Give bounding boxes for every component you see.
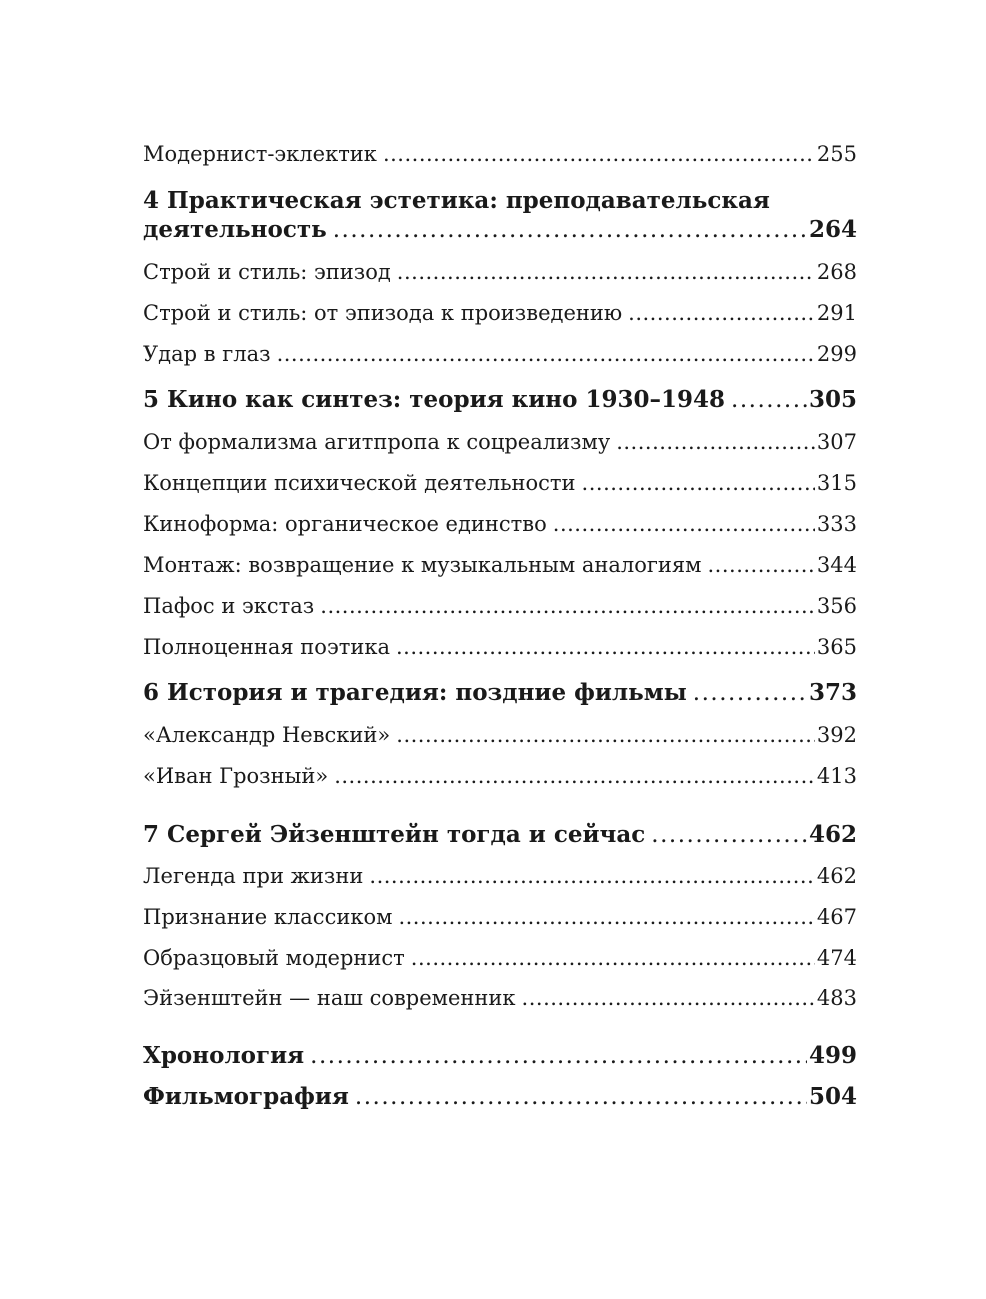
toc-leader-dots <box>411 946 815 970</box>
toc-entry-title: Полноценная поэтика <box>143 635 390 659</box>
toc-page-number: 315 <box>816 471 857 495</box>
toc-entry-structure-style-work <box>143 301 857 325</box>
toc-page-number: 333 <box>816 512 857 536</box>
toc-chronology <box>143 1043 857 1069</box>
toc-chapter-title: Фильмография <box>143 1083 349 1110</box>
toc-page-number: 373 <box>808 679 857 706</box>
toc-page-number: 504 <box>808 1083 857 1110</box>
toc-entry-pathos-ecstasy <box>143 594 857 618</box>
toc-leader-dots <box>277 342 815 366</box>
toc-entry-title: Образцовый модернист <box>143 946 405 970</box>
toc-chapter-6 <box>143 680 857 706</box>
toc-chapter-5 <box>143 387 857 413</box>
toc-leader-dots <box>396 635 815 659</box>
toc-entry-our-contemporary <box>143 986 857 1010</box>
toc-leader-dots <box>369 864 815 888</box>
toc-page-number: 291 <box>816 301 857 325</box>
toc-entry-full-poetics <box>143 635 857 659</box>
toc-chapter-4 <box>143 217 857 243</box>
toc-page-number: 467 <box>816 905 857 929</box>
toc-page-number: 474 <box>816 946 857 970</box>
toc-leader-dots <box>708 553 815 577</box>
toc-page-number: 483 <box>816 986 857 1010</box>
toc-entry-formalism-socrealism <box>143 430 857 454</box>
toc-page-number: 299 <box>816 342 857 366</box>
toc-filmography <box>143 1084 857 1110</box>
toc-leader-dots <box>731 387 807 413</box>
toc-chapter-title: 5 Кино как синтез: теория кино 1930–1948 <box>143 386 726 413</box>
toc-leader-dots <box>693 680 807 706</box>
toc-entry-title: Строй и стиль: эпизод <box>143 260 391 284</box>
toc-entry-blow-to-eye <box>143 342 857 366</box>
toc-leader-dots <box>397 260 815 284</box>
toc-entry-title: «Иван Грозный» <box>143 764 329 788</box>
toc-entry-title: Строй и стиль: от эпизода к произведению <box>143 301 623 325</box>
toc-entry-exemplary-modernist <box>143 946 857 970</box>
toc-entry-alexander-nevsky <box>143 723 857 747</box>
toc-entry-title: Эйзенштейн — наш современник <box>143 986 516 1010</box>
toc-page-number: 413 <box>816 764 857 788</box>
toc-entry-kinoform <box>143 512 857 536</box>
toc-entry-title: Удар в глаз <box>143 342 271 366</box>
toc-entry-mental-activity <box>143 471 857 495</box>
toc-entry-title: Признание классиком <box>143 905 393 929</box>
toc-page-number: 356 <box>816 594 857 618</box>
toc-page-number: 307 <box>816 430 857 454</box>
toc-chapter-title: 7 Сергей Эйзенштейн тогда и сейчас <box>143 821 646 848</box>
toc-leader-dots <box>616 430 815 454</box>
toc-leader-dots <box>320 594 815 618</box>
toc-entry-title: Киноформа: органическое единство <box>143 512 547 536</box>
toc-entry-structure-style-episode <box>143 260 857 284</box>
toc-chapter-title: Хронология <box>143 1042 305 1069</box>
toc-page-number: 392 <box>816 723 857 747</box>
toc-entry-living-legend <box>143 864 857 888</box>
toc-entry-title: «Александр Невский» <box>143 723 391 747</box>
toc-leader-dots <box>355 1084 807 1110</box>
toc-leader-dots <box>522 986 815 1010</box>
toc-entry-ivan-grozny <box>143 764 857 788</box>
toc-chapter-title: деятельность <box>143 216 327 243</box>
toc-entry-title: Легенда при жизни <box>143 864 364 888</box>
toc-leader-dots <box>333 217 807 243</box>
toc-page-number: 305 <box>808 386 857 413</box>
toc-chapter-4-title-line1: 4 Практическая эстетика: преподавательская <box>143 187 770 214</box>
toc-entry-montage <box>143 553 857 577</box>
toc-leader-dots <box>398 905 814 929</box>
toc-entry-title: От формализма агитпропа к соцреализму <box>143 430 611 454</box>
toc-page-number: 365 <box>816 635 857 659</box>
toc-leader-dots <box>383 142 815 166</box>
toc-page-number: 462 <box>808 821 857 848</box>
toc-leader-dots <box>651 822 807 848</box>
toc-chapter-title: 6 История и трагедия: поздние фильмы <box>143 679 687 706</box>
toc-leader-dots <box>628 301 815 325</box>
toc-leader-dots <box>553 512 815 536</box>
toc-leader-dots <box>334 764 815 788</box>
toc-leader-dots <box>396 723 815 747</box>
toc-entry-title: Модернист-эклектик <box>143 142 377 166</box>
toc-page-number: 255 <box>816 142 857 166</box>
toc-entry-title: Монтаж: возвращение к музыкальным аналогиям <box>143 553 702 577</box>
toc-leader-dots <box>582 471 815 495</box>
toc-leader-dots <box>310 1043 807 1069</box>
toc-page-number: 344 <box>816 553 857 577</box>
toc-entry-modernist-eclectic <box>143 142 857 166</box>
toc-entry-title: Пафос и экстаз <box>143 594 315 618</box>
toc-page-number: 268 <box>816 260 857 284</box>
toc-page-number: 264 <box>808 216 857 243</box>
toc-entry-title: Концепции психической деятельности <box>143 471 576 495</box>
toc-page-number: 462 <box>816 864 857 888</box>
toc-page-number: 499 <box>808 1042 857 1069</box>
toc-entry-recognized-classic <box>143 905 857 929</box>
toc-chapter-7 <box>143 822 857 848</box>
